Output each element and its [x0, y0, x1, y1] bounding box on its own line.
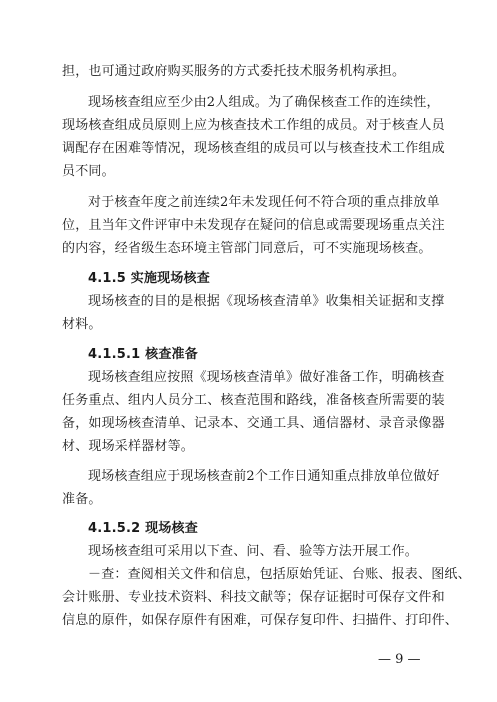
- text-line: 的内容，经省级生态环境主管部门同意后，可不实施现场核查。: [62, 241, 432, 256]
- subsection-heading: 4.1.5.1 核查准备: [88, 347, 198, 362]
- page-number: — 9 —: [378, 652, 421, 667]
- text-line: 现场核查组应至少由2人组成。为了确保核查工作的连续性，: [88, 95, 440, 110]
- text-line: －查：查阅相关文件和信息，包括原始凭证、台账、报表、图纸、: [88, 567, 471, 582]
- text-line: 材料。: [62, 317, 102, 332]
- text-line: 调配存在困难等情况，现场核查组的成员可以与核查技术工作组成: [62, 141, 445, 156]
- text-line: 位，且当年文件评审中未发现存在疑问的信息或需要现场重点关注: [62, 218, 445, 233]
- text-line: 现场核查的目的是根据《现场核查清单》收集相关证据和支撑: [88, 294, 445, 309]
- text-line: 任务重点、组内人员分工、核查范围和路线，准备核查所需要的装: [62, 393, 445, 408]
- text-line: 现场核查组应按照《现场核查清单》做好准备工作，明确核查: [88, 370, 445, 385]
- text-line: 准备。: [62, 492, 102, 507]
- text-line: 现场核查组成员原则上应为核查技术工作组的成员。对于核查人员: [62, 118, 445, 133]
- text-line: 员不同。: [62, 164, 115, 179]
- subsection-heading: 4.1.5.2 现场核查: [88, 521, 198, 536]
- text-line: 信息的原件，如保存原件有困难，可保存复印件、扫描件、打印件、: [62, 613, 459, 628]
- text-line: 现场核查组应于现场核查前2个工作日通知重点排放单位做好: [88, 469, 440, 484]
- text-line: 对于核查年度之前连续2年未发现任何不符合项的重点排放单: [88, 195, 440, 210]
- text-line: 担，也可通过政府购买服务的方式委托技术服务机构承担。: [62, 64, 406, 79]
- text-line: 备，如现场核查清单、记录本、交通工具、通信器材、录音录像器: [62, 416, 445, 431]
- text-line: 现场核查组可采用以下查、问、看、验等方法开展工作。: [88, 544, 419, 559]
- text-line: 会计账册、专业技术资料、科技文献等；保存证据时可保存文件和: [62, 590, 445, 605]
- text-line: 材、现场采样器材等。: [62, 439, 195, 454]
- section-heading: 4.1.5 实施现场核查: [88, 271, 210, 286]
